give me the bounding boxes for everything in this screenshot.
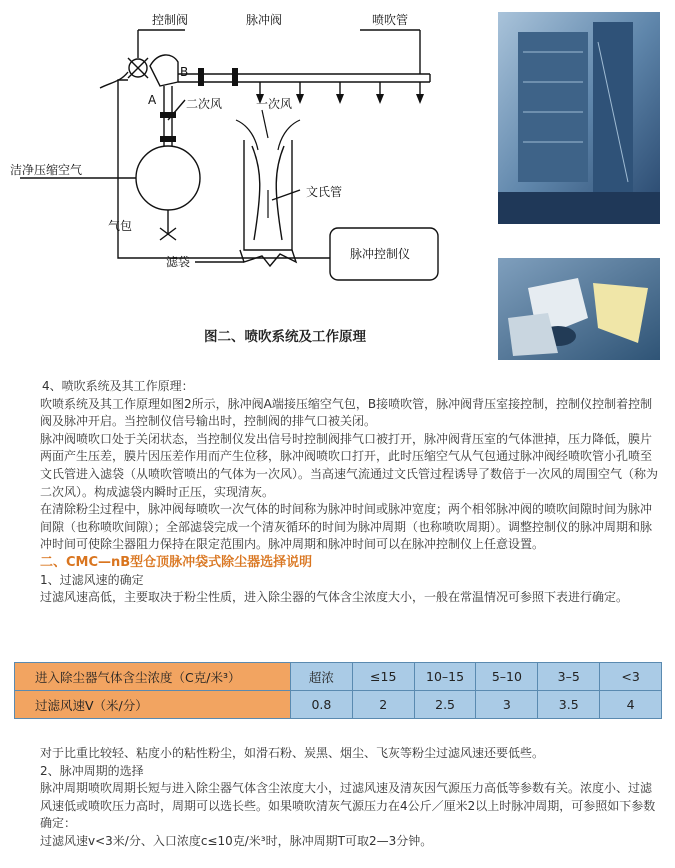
table-cell: 3.5 bbox=[538, 691, 600, 719]
sub2-heading: 2、脉冲周期的选择 bbox=[40, 763, 144, 778]
bottom-text bbox=[40, 745, 660, 851]
table-cell: 2.5 bbox=[414, 691, 476, 719]
section2-title: 二、CMC—nB型仓顶脉冲袋式除尘器选择说明 bbox=[40, 554, 313, 570]
label-pulse-valve: 脉冲阀 bbox=[246, 13, 283, 27]
note-text: 对于比重比较轻、粘度小的粘性粉尘，如滑石粉、炭黑、烟尘、飞灰等粉尘过滤风速还要低些。 bbox=[40, 746, 545, 760]
table-cell: ≤15 bbox=[352, 663, 414, 691]
table-row bbox=[15, 691, 662, 719]
label-primary-air: 一次风 bbox=[256, 97, 293, 111]
filter-velocity-table bbox=[14, 662, 662, 719]
figure-caption: 图二、喷吹系统及工作原理 bbox=[204, 329, 366, 345]
table-cell: <3 bbox=[600, 663, 662, 691]
label-venturi: 文氏管 bbox=[306, 185, 343, 199]
table-row1-label: 进入除尘器气体含尘浓度（C克/米³） bbox=[15, 663, 291, 691]
sub1-text: 过滤风速高低，主要取决于粉尘性质，进入除尘器的气体含尘浓度大小，一般在常温情况可参照下表进行确定。 bbox=[40, 590, 629, 605]
table-cell: 超浓 bbox=[291, 663, 353, 691]
label-blow-pipe: 喷吹管 bbox=[372, 13, 409, 27]
label-a: A bbox=[148, 93, 157, 107]
label-b: B bbox=[180, 65, 189, 79]
pulse-blowing-diagram bbox=[0, 0, 470, 330]
main-text bbox=[40, 378, 660, 607]
table-cell: 4 bbox=[600, 691, 662, 719]
table-cell: 5–10 bbox=[476, 663, 538, 691]
section4-heading: 4、喷吹系统及其工作原理： bbox=[42, 379, 194, 393]
table-cell: 3 bbox=[476, 691, 538, 719]
table-cell: 3–5 bbox=[538, 663, 600, 691]
section4-paragraph-3: 在清除粉尘过程中，脉冲阀每喷吹一次气体的时间称为脉冲时间或脉冲宽度；两个相邻脉冲阀的喷吹间隙时间为脉冲间隙（也称喷吹间隙）；全部滤袋完成一个清灰循环的时间为脉冲周期（也称喷吹周期）。调整控制仪的脉冲周期和脉冲时间可使除尘器阻力保持在限定范围内。脉冲周期和脉冲时间可以在脉冲控制仪上任意设置。 bbox=[40, 502, 653, 552]
label-clean-air: 洁净压缩空气 bbox=[10, 163, 83, 177]
section4-paragraph-2: 脉冲阀喷吹口处于关闭状态，当控制仪发出信号时控制阀排气口被打开，脉冲阀背压室的气体泄掉，压力降低，膜片两面产生压差，膜片因压差作用而产生位移，脉冲阀喷吹口打开，此时压缩空气从气包通过脉冲阀经喷吹管小孔喷至文氏管进入滤袋（从喷吹管喷出的气体为一次风）。当高速气流通过文氏管过程诱导了数倍于一次风的周围空气（称为二次风）。构成滤袋内瞬时正压，实现清灰。 bbox=[40, 431, 659, 499]
label-secondary-air: 二次风 bbox=[186, 97, 223, 111]
section4-paragraph-1: 吹喷系统及其工作原理如图2所示，脉冲阀A端接压缩空气包，B接喷吹管，脉冲阀背压室接控制，控制仪控制着控制阀及脉冲开启。当控制仪信号输出时，控制阀的排气口被关闭。 bbox=[40, 396, 653, 429]
filter-bags-photo bbox=[498, 258, 660, 360]
sub2-formula: 过滤风速v<3米/分、入口浓度c≤10克/米³时，脉冲周期T可取2—3分钟。 bbox=[40, 833, 433, 848]
label-control-valve: 控制阀 bbox=[152, 13, 189, 27]
equipment-photo bbox=[498, 12, 660, 224]
table-cell: 10–15 bbox=[414, 663, 476, 691]
label-pulse-controller: 脉冲控制仪 bbox=[350, 247, 411, 261]
table-cell: 2 bbox=[352, 691, 414, 719]
sub2-text: 脉冲周期喷吹周期长短与进入除尘器气体含尘浓度大小，过滤风速及清灰因气源压力高低等参数有关。浓度小、过滤风速低或喷吹压力高时，周期可以选长些。如果喷吹清灰气源压力在4公斤／厘米2以上时脉冲周期，可参照如下参数确定： bbox=[40, 781, 656, 831]
table-row bbox=[15, 663, 662, 691]
label-air-tank: 气包 bbox=[108, 219, 133, 233]
sub1-heading: 1、过滤风速的确定 bbox=[40, 572, 144, 587]
label-filter-bag: 滤袋 bbox=[166, 255, 191, 269]
table-cell: 0.8 bbox=[291, 691, 353, 719]
table-row2-label: 过滤风速V（米/分） bbox=[15, 691, 291, 719]
